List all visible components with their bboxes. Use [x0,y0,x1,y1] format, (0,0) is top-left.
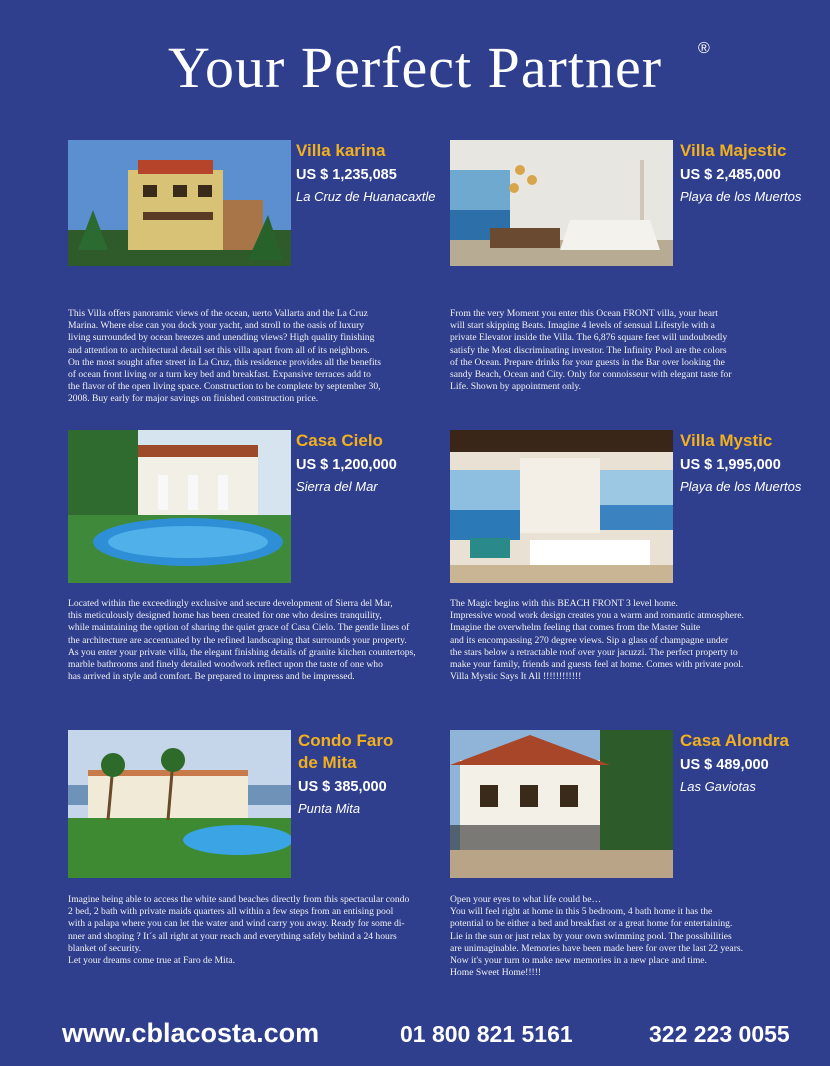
listing-name: Villa Mystic [680,431,773,450]
listing-price: US $ 1,995,000 [680,457,781,473]
villa-mystic-info [680,430,801,496]
casa-alondra-info [680,730,789,796]
casa-cielo-description: Located within the exceedingly exclusive and secure development of Sierra del Mar, this meticulously designed home has been created for one who desires tranquility, while maintaining the option of sharing the quiet grace of Casa Cielo. The gentle lines of the architecture are accentuated by the refined landscaping that surrounds your property. As you enter your private villa, the elegant finishing details of granite kitchen countertops, marble bathrooms and finely detailed woodwork reflect upon the taste of one who has arrived in style and comfort. Be prepared to impress and be impressed. [68,598,416,683]
listing-price: US $ 2,485,000 [680,167,781,183]
casa-alondra-photo [450,730,673,878]
listing-location: Playa de los Muertos [680,479,802,494]
condo-faro-de-mita-description: Imagine being able to access the white sand beaches directly from this spectacular condo 2 bed, 2 bath with private maids quarters all within a few steps from an entising pool with a palapa where you can let the water and wind carry you away. Ready for some di- nner and shoping ? It´s all right at your reach and everything safely behind a 24 hours blanket of security. Let your dreams come true at Faro de Mita. [68,894,410,967]
listing-name: Villa Majestic [680,141,787,160]
villa-majestic-info [680,140,801,206]
listing-location: Punta Mita [298,801,361,816]
listing-price: US $ 1,235,085 [296,167,397,183]
listing-name: Casa Cielo [296,431,383,450]
registered-mark: ® [698,40,710,57]
villa-mystic-photo [450,430,673,583]
listing-location: Las Gaviotas [680,779,756,794]
tollfree-phone: 01 800 821 5161 [400,1021,573,1047]
listing-location: Playa de los Muertos [680,189,802,204]
casa-alondra-description: Open your eyes to what life could be… You will feel right at home in this 5 bedroom, 4 bath home it has the potential to be either a bed and breakfast or a great home for entertaining. Lie in the sun or just relax by your own swimming pool. The possibilities are unimaginable. Memories have been made here for over the last 22 years. Now it's your turn to make new memories in a new place and time. Home Sweet Home!!!!! [450,894,744,979]
listing-location: Sierra del Mar [296,479,378,494]
listing-location: La Cruz de Huanacaxtle [296,189,436,204]
villa-majestic-description: From the very Moment you enter this Ocean FRONT villa, your heart will start skipping Beats. Imagine 4 levels of sensual Lifestyle with a private Elevator inside the Villa. The 6,876 square feet will undoubtedly satisfy the Most discriminating investor. The Infinity Pool are the colors of the Ocean. Prepare drinks for your guests in the Bar over looking the sandy Beach, Ocean and City. Only for connoisseur with elegant taste for Life. Shown by appointment only. [450,308,732,393]
villa-majestic-photo [450,140,673,266]
condo-faro-de-mita-info [298,730,393,818]
villa-mystic-description: The Magic begins with this BEACH FRONT 3 level home. Impressive wood work design creates you a warm and romantic atmosphere. Imagine the overwhelm feeling that comes from the Master Suite and its encompassing 270 degree views. Sip a glass of champagne under the stars below a retractable roof over your jacuzzi. The perfect property to make your family, friends and guests feel at home. Comes with private pool. Villa Mystic Says It All !!!!!!!!!!!! [450,598,744,683]
villa-karina-description: This Villa offers panoramic views of the ocean, uerto Vallarta and the La Cruz Marina. Where else can you dock your yacht, and stroll to the oasis of luxury living surrounded by ocean breezes and unending views? High quality finishing and attention to architectural detail set this villa apart from all of its neighbors. On the most sought after street in La Cruz, this residence provides all the benefits of ocean front living or a turn key bed and breakfast. Expansive terraces add to the flavor of the open living space. Construction to be complete by september 30, 2008. Buy early for major savings on finished construction price. [68,308,382,405]
villa-karina-info [296,140,435,206]
local-phone: 322 223 0055 [649,1021,790,1047]
listing-name: Casa Alondra [680,731,789,750]
listing-name: Condo Faro de Mita [298,731,394,772]
listing-price: US $ 489,000 [680,757,769,773]
website-link[interactable]: www.cblacosta.com [62,1018,320,1048]
condo-faro-de-mita-photo [68,730,291,878]
page-title: Your Perfect Partner [167,35,663,100]
listing-price: US $ 1,200,000 [296,457,397,473]
listing-price: US $ 385,000 [298,779,387,795]
casa-cielo-photo [68,430,291,583]
villa-karina-photo [68,140,291,266]
listing-name: Villa karina [296,141,386,160]
casa-cielo-info [296,430,397,496]
